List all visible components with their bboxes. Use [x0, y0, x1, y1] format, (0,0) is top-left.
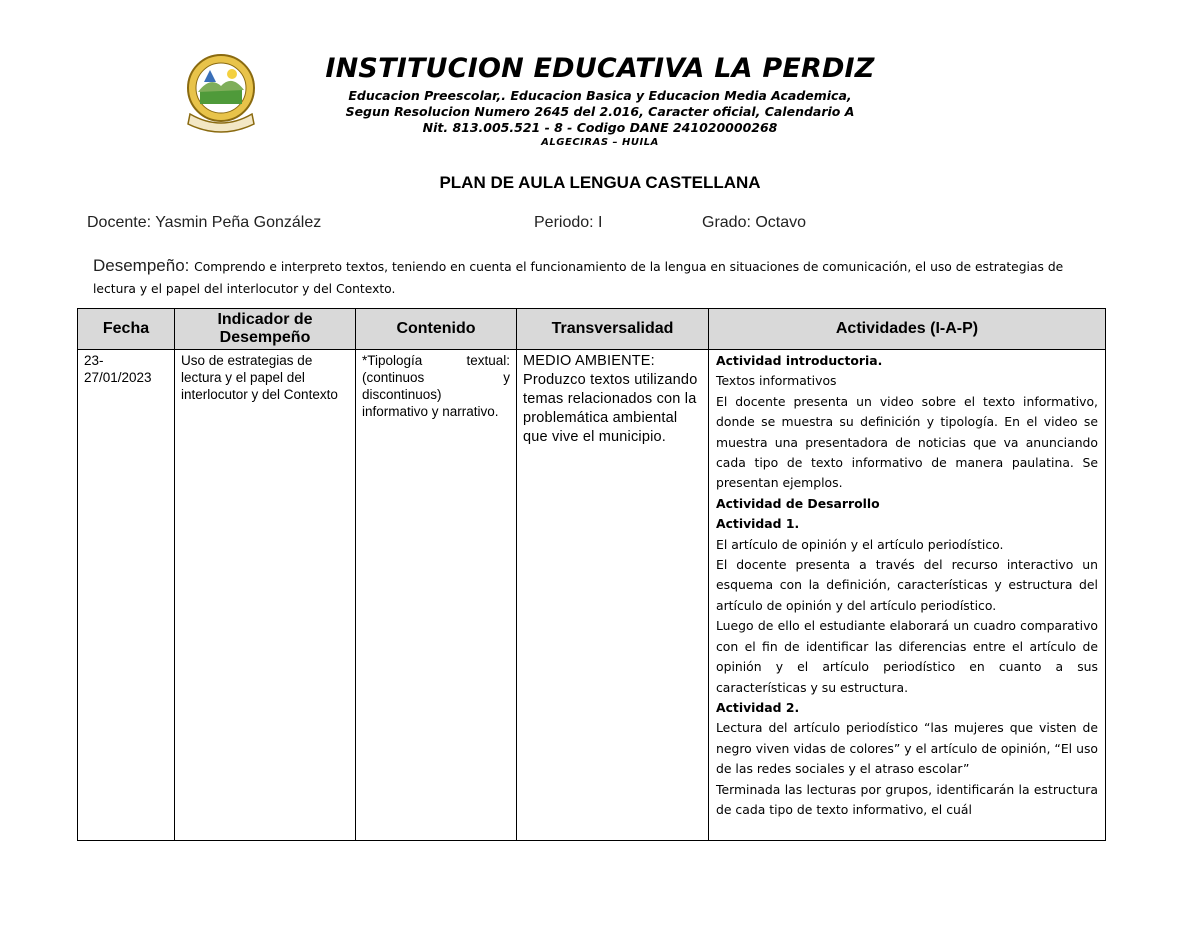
activity-2-text-a: Lectura del artículo periodístico “las mujeres que visten de negro viven vidas de colores” y el artículo de opinión, “El uso de las redes sociales y el atraso escolar” [716, 720, 1098, 777]
table-header-row [78, 309, 1106, 350]
activity-2-text-b: Terminada las lecturas por grupos, identificarán la estructura de cada tipo de texto informativo, el cuál [716, 781, 1098, 817]
cell-contenido: *Tipología textual: (continuos y discontinuos) informativo y narrativo. [356, 350, 517, 841]
periodo-label: Periodo: I [534, 214, 603, 231]
docente-label: Docente: Yasmin Peña González [87, 214, 322, 231]
activity-1-heading: Actividad 1. [716, 516, 800, 532]
plan-title: PLAN DE AULA LENGUA CASTELLANA [439, 173, 761, 192]
activity-1-text-b: Luego de ello el estudiante elaborará un cuadro comparativo con el fin de identificar las diferencias entre el artículo de opinión y el artículo periodístico en cuanto a sus características y su estructura. [716, 618, 1098, 695]
activity-1-text-a: El docente presenta a través del recurso interactivo un esquema con la definición, características y estructura del artículo de opinión y del artículo periodístico. [716, 557, 1098, 613]
institution-nit-dane: Nit. 813.005.521 - 8 - Codigo DANE 241020000268 [422, 120, 778, 135]
table-row [78, 350, 1106, 841]
activity-intro-topic: Textos informativos [716, 373, 837, 389]
activity-development-heading: Actividad de Desarrollo [716, 495, 880, 511]
grado-label: Grado: Octavo [702, 214, 807, 231]
header-fecha: Fecha [78, 309, 175, 350]
cell-fecha: 23-27/01/2023 [78, 350, 175, 841]
activity-intro-text: El docente presenta un video sobre el texto informativo, donde se muestra su definición y tipología. En el video se muestra una presentadora de noticias que va anunciando cada tipo de texto informativo de manera paulatina. Se presentan ejemplos. [716, 393, 1098, 491]
institution-logo [184, 52, 258, 138]
activity-1-topic: El artículo de opinión y el artículo periodístico. [716, 536, 1004, 552]
cell-indicador: Uso de estrategias de lectura y el papel del interlocutor y del Contexto [175, 350, 356, 841]
header-contenido: Contenido [356, 309, 517, 350]
activity-intro-heading: Actividad introductoria. [716, 353, 883, 368]
cell-actividades [709, 350, 1106, 841]
institution-resolution: Segun Resolucion Numero 2645 del 2.016, Caracter oficial, Calendario A [345, 104, 855, 119]
institution-name: INSTITUCION EDUCATIVA LA PERDIZ [325, 53, 875, 84]
desempeno-label: Desempeño: [93, 256, 195, 275]
desempeno-text: Comprendo e interpreto textos, teniendo en cuenta el funcionamiento de la lengua en situaciones de comunicación, el uso de estrategias de lectura y el papel del interlocutor y del Contexto. [93, 260, 1064, 296]
institution-city: ALGECIRAS – HUILA [541, 137, 659, 148]
header-indicador: Indicador de Desempeño [175, 309, 356, 350]
plan-table [77, 308, 1106, 841]
activity-2-heading: Actividad 2. [716, 699, 800, 715]
institution-education-levels: Educacion Preescolar,. Educacion Basica y Educacion Media Academica, [348, 88, 852, 103]
desempeno-statement [93, 255, 1083, 300]
cell-transversalidad: MEDIO AMBIENTE: Produzco textos utilizando temas relacionados con la problemática ambiental que vive el municipio. [517, 350, 709, 841]
header-transversalidad: Transversalidad [517, 309, 709, 350]
header-actividades: Actividades (I-A-P) [709, 309, 1106, 350]
